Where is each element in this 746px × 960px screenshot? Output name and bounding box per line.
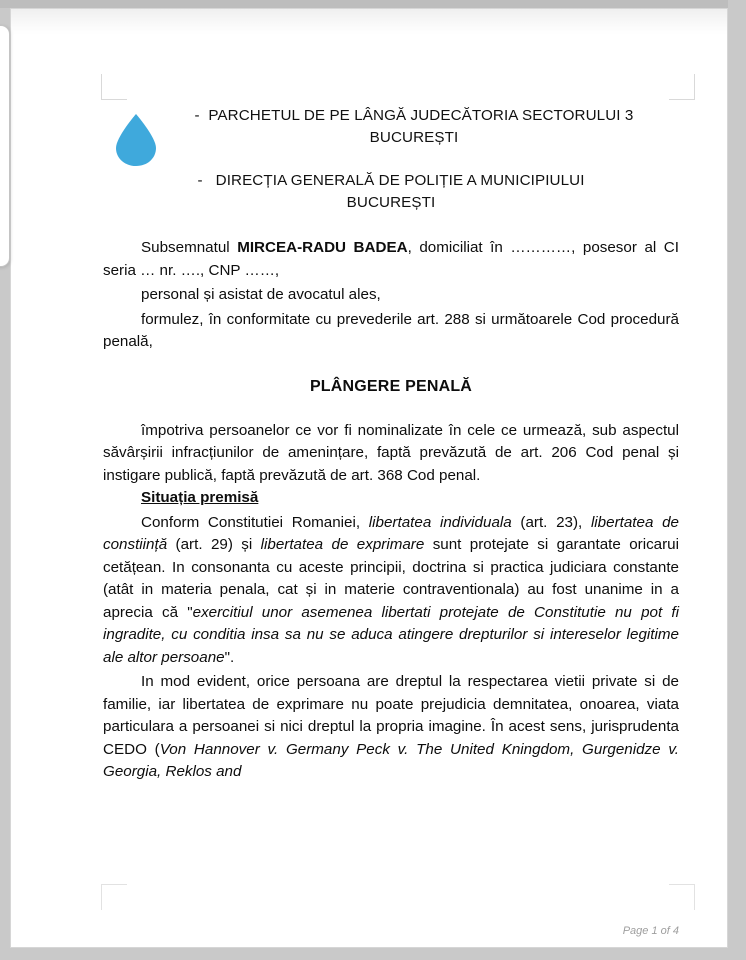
document-header <box>103 105 679 213</box>
page-thumbnail-panel[interactable] <box>0 25 10 267</box>
water-droplet-icon <box>113 113 159 167</box>
conform-italic-3: libertatea de exprimare <box>260 536 425 554</box>
conform-text-3: (art. 29) și <box>167 536 261 554</box>
paragraph-mod-evident <box>103 671 679 784</box>
addressee-secondary-line2: BUCUREȘTI <box>346 193 436 211</box>
viewer-backdrop-right <box>728 0 746 960</box>
page-footer <box>103 925 679 937</box>
section-heading-label: Situația premisă <box>141 489 259 507</box>
addressee-primary-line1: PARCHETUL DE PE LÂNGĂ JUDECĂTORIA SECTORULUI 3 <box>208 107 634 124</box>
crop-mark-bottom-left <box>101 884 127 910</box>
paragraph-introduction <box>103 237 679 282</box>
addressee-primary <box>103 105 679 148</box>
conform-quotation: exercitiul unor asemenea libertati protejate de Constitutie nu pot fi ingradite, cu conditia insa sa nu se aduca atingere drepturilor si intereselor legitime ale altor persoane <box>103 603 679 666</box>
conform-text-4: sunt protejate si garantate oricarui cetățean. In consonanta cu aceste principii, doctrina si practica judiciara constante (atât in materia penala, cat și in materie contraventionala) au fost unanime in a aprecia că " <box>103 536 679 621</box>
section-heading-situatia-premisa <box>103 487 679 510</box>
viewer-backdrop-bottom <box>0 948 746 960</box>
paragraph-formulez: formulez, în conformitate cu prevederile art. 288 si următoarele Cod procedură penală, <box>103 310 679 351</box>
addressee-secondary <box>103 170 679 213</box>
conform-text-5: ". <box>224 648 235 666</box>
evident-case-citations: Von Hannover v. Germany Peck v. The United Kningdom, Gurgenidze v. Georgia, Reklos and <box>103 740 680 781</box>
addressee-dash: - <box>194 107 200 124</box>
conform-italic-2: libertatea de constiință <box>103 513 679 554</box>
document-body <box>103 105 679 784</box>
paragraph-conform-constitutiei <box>103 512 679 670</box>
page-number-label: Page 1 of 4 <box>622 925 679 937</box>
document-page <box>10 8 728 948</box>
intro-prefix-text: Subsemnatul <box>141 239 238 257</box>
addressee-primary-line2: BUCUREȘTI <box>369 128 459 146</box>
addressee-secondary-dash: - <box>197 172 203 190</box>
conform-text-2: (art. 23), <box>511 513 591 531</box>
page-content-clip <box>11 9 728 881</box>
conform-text-1: Conform Constitutiei Romaniei, <box>141 513 369 531</box>
addressee-secondary-line1: DIRECȚIA GENERALĂ DE POLIȚIE A MUNICIPIULUI <box>215 172 585 190</box>
evident-text-1: In mod evident, orice persoana are dreptul la respectarea vietii private si de familie, iar libertatea de exprimare nu poate prejudicia demnitatea, onoarea, viata particulara a persoanei si nici dreptul la propria imagine. În acest sens, jurisprudenta CEDO ( <box>103 673 679 758</box>
paragraph-impotriva: împotriva persoanelor ce vor fi nominalizate în cele ce urmează, sub aspectul săvârșirii infracțiunilor de amenințare, faptă prevăzută de art. 206 Cod penal și instigare publică, faptă prevăzută de art. 368 Cod penal. <box>103 421 679 484</box>
crop-mark-bottom-right <box>669 884 695 910</box>
viewer-backdrop-top <box>0 0 746 8</box>
paragraph-personal-assistance: personal și asistat de avocatul ales, <box>141 286 381 304</box>
petitioner-name: MIRCEA-RADU BADEA <box>237 239 408 257</box>
document-title: PLÂNGERE PENALĂ <box>309 377 473 395</box>
intro-suffix-text: , domiciliat în …………, posesor al CI seria … nr. …., CNP ……, <box>103 239 679 279</box>
conform-italic-1: libertatea individuala <box>368 513 512 531</box>
